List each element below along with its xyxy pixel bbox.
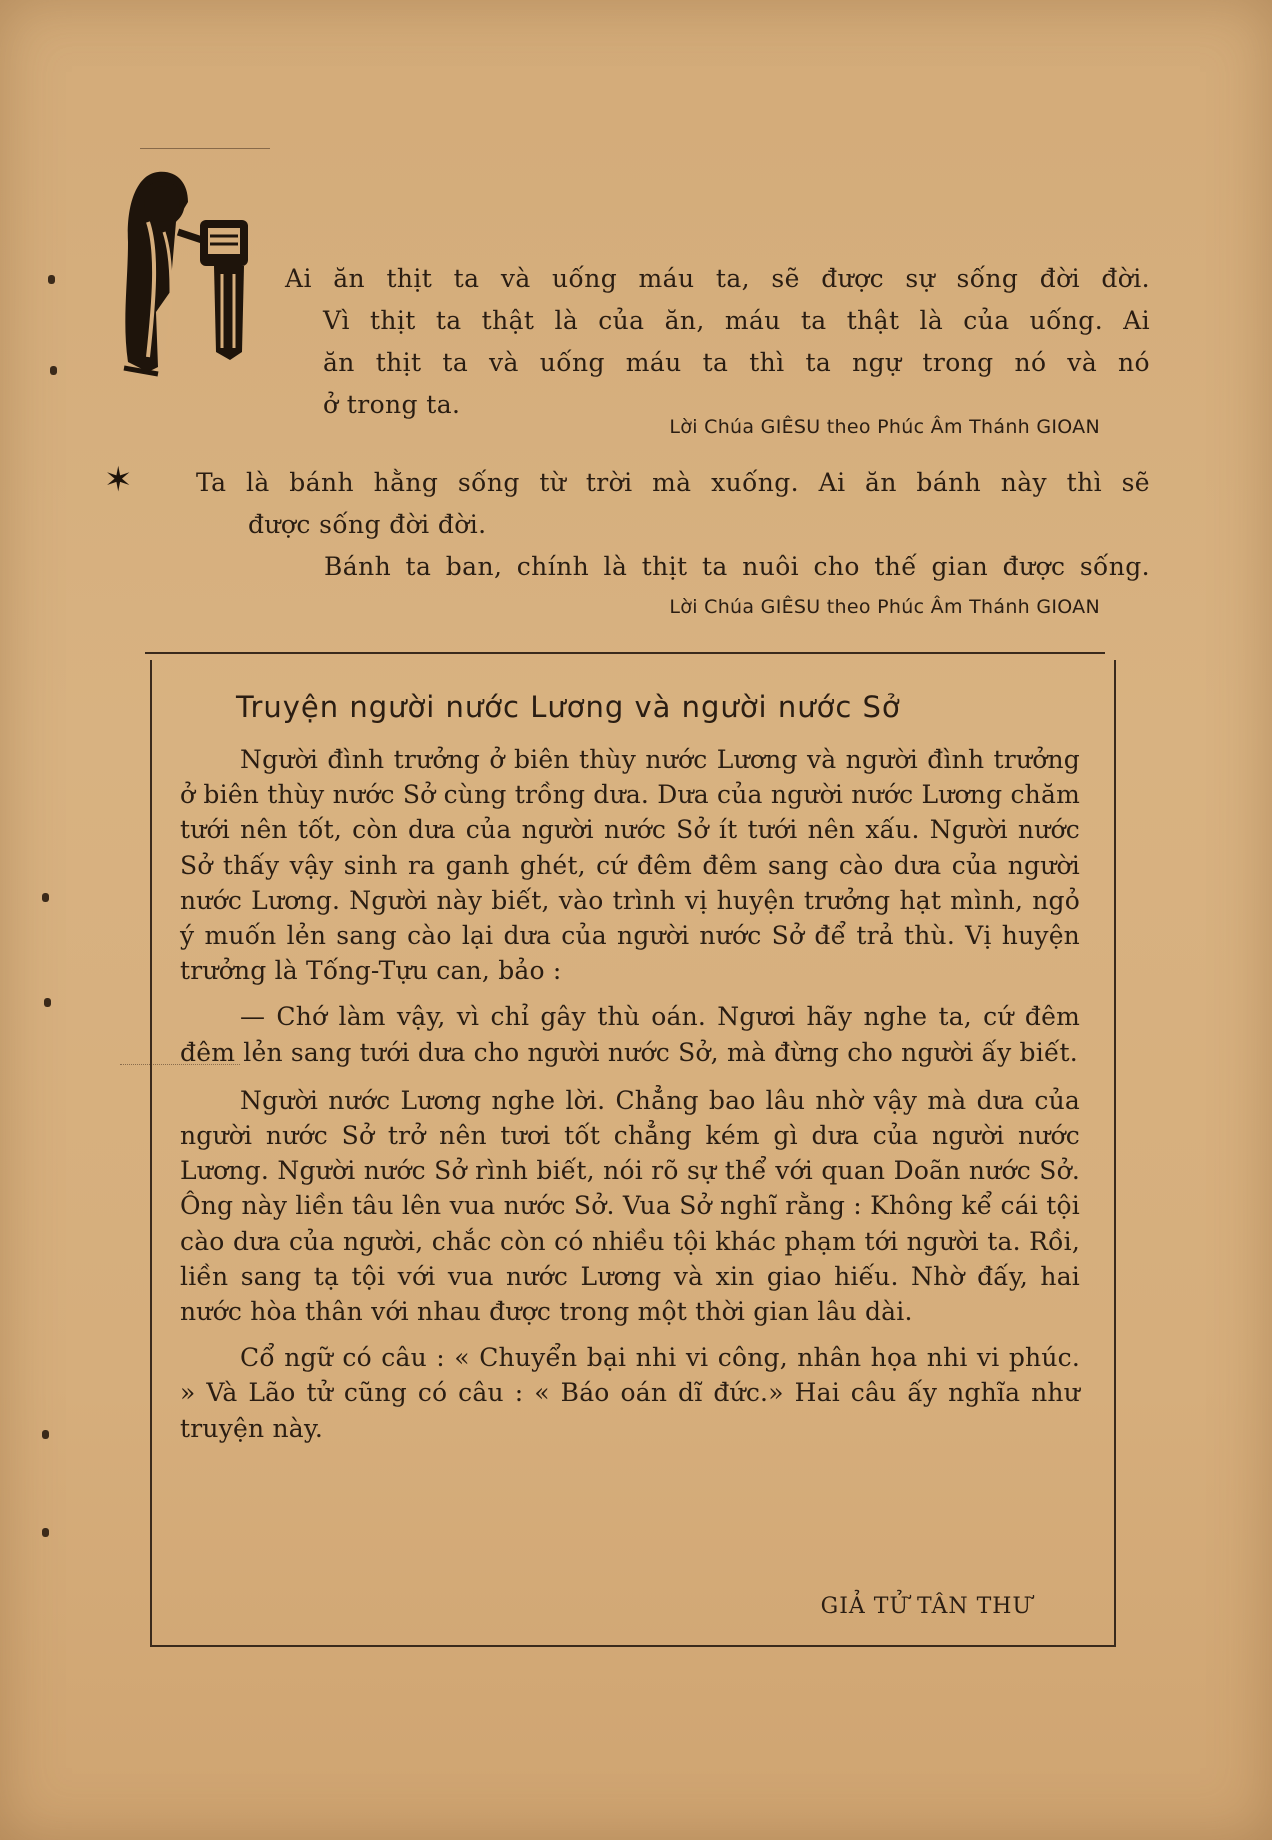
story-title: Truyện người nước Lương và người nước Sở [236,690,901,724]
binding-hole [44,998,51,1007]
quote1-attribution: Lời Chúa GIÊSU theo Phúc Âm Thánh GIOAN [669,416,1100,438]
stray-mark [140,148,270,149]
quote2-attribution: Lời Chúa GIÊSU theo Phúc Âm Thánh GIOAN [669,596,1100,618]
quote2-line-2: được sống đời đời. [248,510,487,539]
quote1-line-3: ăn thịt ta và uống máu ta thì ta ngự trong nó và nó [323,348,1150,377]
story-paragraph: Cổ ngữ có câu : « Chuyển bại nhi vi công, nhân họa nhi vi phúc. » Và Lão tử cũng có câu : « Báo oán dĩ đức.» Hai câu ấy nghĩa như truyện này. [180,1343,1080,1443]
story-body [180,742,1080,1457]
quote2-line-1: Ta là bánh hằng sống từ trời mà xuống. Ai ăn bánh này thì sẽ [196,468,1150,497]
star-ornament-icon: ✶ [104,460,133,500]
dotted-lead [120,1064,240,1065]
scripture-quote-1 [285,258,1150,426]
binding-hole [42,1430,49,1439]
quote2-line-3: Bánh ta ban, chính là thịt ta nuôi cho thế gian được sống. [324,552,1150,581]
quote1-line-4: ở trong ta. [323,390,461,419]
story-paragraph: Người đình trưởng ở biên thùy nước Lương và người đình trưởng ở biên thùy nước Sở cùng trồng dưa. Dưa của người nước Lương chăm tưới nên tốt, còn dưa của người nước Sở ít tưới nên xấu. Người nước Sở thấy vậy sinh ra ganh ghét, cứ đêm đêm sang cào dưa của người nước Lương. Người này biết, vào trình vị huyện trưởng hạt mình, ngỏ ý muốn lẻn sang cào lại dưa của người nước Sở để trả thù. Vị huyện trưởng là Tống-Tựu can, bảo : [180,745,1080,986]
scripture-quote-2 [196,462,1150,588]
binding-hole [50,366,57,375]
quote1-line-1: Ai ăn thịt ta và uống máu ta, sẽ được sự sống đời đời. [285,264,1150,293]
binding-hole [48,275,55,284]
quote1-line-2: Vì thịt ta thật là của ăn, máu ta thật là của uống. Ai [323,306,1150,335]
divider-rule [145,652,1105,654]
story-paragraph: Người nước Lương nghe lời. Chẳng bao lâu nhờ vậy mà dưa của người nước Sở trở nên tươi tốt chẳng kém gì dưa của người nước Lương. Người nước Sở rình biết, nói rõ sự thể với quan Doãn nước Sở. Ông này liền tâu lên vua nước Sở. Vua Sở nghĩ rằng : Không kể cái tội cào dưa của người, chắc còn có nhiều tội khác phạm tới người ta. Rồi, liền sang tạ tội với vua nước Lương và xin giao hiếu. Nhờ đấy, hai nước hòa thân với nhau được trong một thời gian lâu dài. [180,1085,1080,1327]
saint-woodcut-illustration [118,162,270,384]
binding-hole [42,893,49,902]
binding-hole [42,1528,49,1537]
story-signature: GIẢ TỬ TÂN THƯ [820,1594,1032,1619]
story-paragraph: — Chớ làm vậy, vì chỉ gây thù oán. Ngươi hãy nghe ta, cứ đêm đêm lẻn sang tưới dưa cho người nước Sở, mà đừng cho người ấy biết. [180,1002,1080,1067]
